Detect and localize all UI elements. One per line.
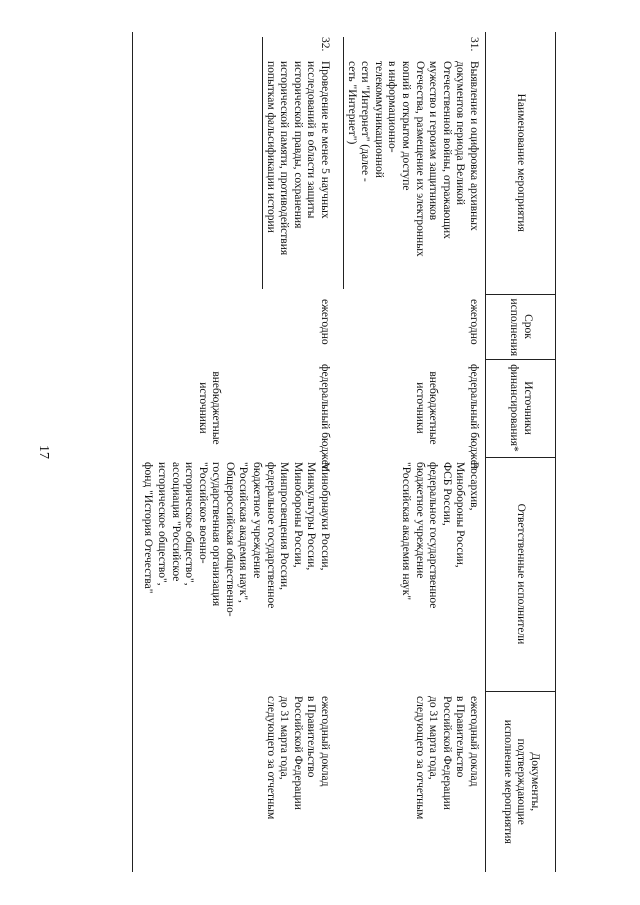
- row-sources: [132, 359, 343, 470]
- header-name: Наименование мероприятия: [486, 32, 556, 294]
- header-deadline: Срок исполнения: [486, 294, 556, 359]
- table-row: [343, 32, 485, 872]
- source-federal: федеральный бюджет: [319, 364, 332, 470]
- header-sources: Источники финансирования*: [486, 359, 556, 457]
- activities-table: [132, 32, 556, 872]
- row-name-cell: [132, 32, 343, 294]
- row-name: Проведение не менее 5 научных исследований в области защиты исторической правды, сохранения исторической памяти, противодействия попыткам фальсификации истории: [263, 61, 331, 289]
- source-extrabudget: внебюджетные источники: [196, 371, 223, 445]
- page-number: 17: [36, 445, 51, 459]
- row-documents: ежегодный доклад в Правительство Российской Федерации до 31 марта года, следующего за отчетным: [413, 696, 480, 820]
- rotated-page: [71, 32, 556, 872]
- row-number: 32.: [263, 37, 331, 61]
- header-documents: Документы, подтверждающие исполнение мероприятия: [486, 691, 556, 872]
- row-deadline: ежегодно: [132, 294, 343, 359]
- table-header-row: [486, 32, 556, 872]
- row-documents: ежегодный доклад в Правительство Российской Федерации до 31 марта года, следующего за отчетным: [132, 691, 343, 872]
- row-sources: [343, 359, 485, 470]
- row-name-cell: [343, 32, 485, 294]
- table-row: [132, 32, 343, 872]
- row-number: 31.: [344, 37, 480, 61]
- row-executors: Минобрнауки России, Минкультуры России, Минобороны России, Минпросвещения России, федеральное государственное бюджетное учреждение "Российская академия наук", Общероссийская общественно- государственная организация "Российское военно- историческое общество", ассоциация "Российское историческое общество", фонд "История Отечества": [132, 457, 343, 691]
- source-extrabudget: внебюджетные источники: [413, 371, 440, 445]
- header-executors: Ответственные исполнители: [486, 457, 556, 691]
- row-deadline: ежегодно: [468, 299, 480, 345]
- row-executors: Росархив, Минобороны России, ФСБ России, федеральное государственное бюджетное учреждение "Российская академия наук": [400, 462, 480, 609]
- row-name: Выявление и оцифровка архивных документов периода Великой Отечественной войны, отражающих мужество и героизм защитников Отечества, размещение их электронных копий в открытом доступе в информационно- телекоммуникационной сети "Интернет" (далее - сеть "Интернет"): [344, 61, 480, 289]
- source-federal: федеральный бюджет: [468, 364, 480, 470]
